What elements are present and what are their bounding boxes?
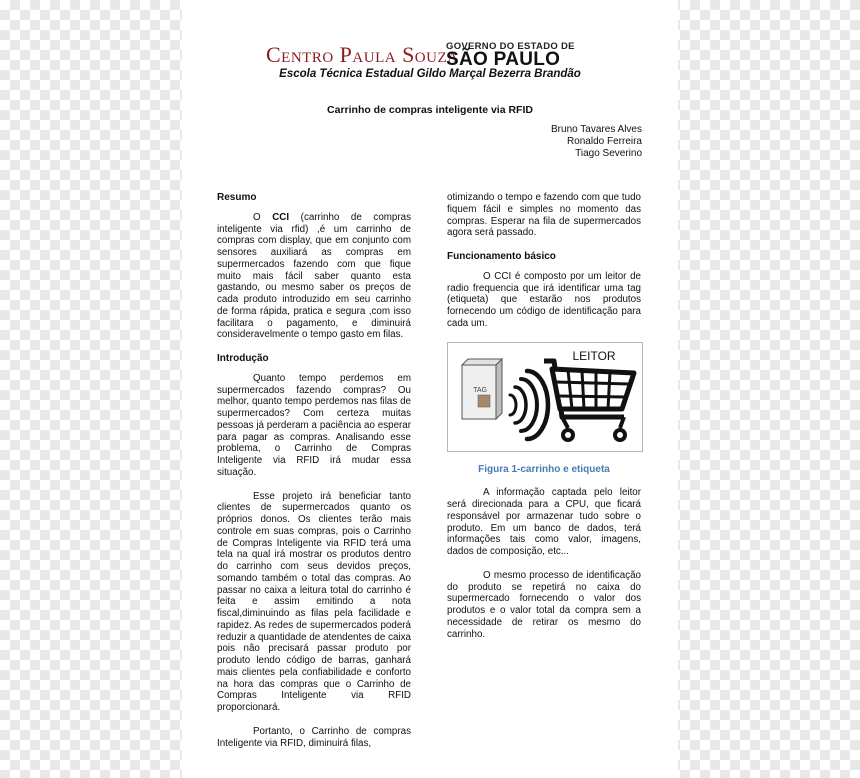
- author-name: Tiago Severino: [575, 148, 642, 159]
- figure-reader-label: LEITOR: [572, 348, 616, 363]
- cart-illustration: [448, 343, 642, 451]
- author-name: Ronaldo Ferreira: [566, 136, 642, 147]
- funcionamento-paragraph-2: A informação captada pelo leitor será direcionada para a CPU, que ficará responsável por armazenar tudo sobre o produto. Em um banco de dados, terá informações tais como valor, imagens, dados de composição, etc...: [447, 487, 641, 557]
- figure-tag-label: TAG: [473, 386, 487, 394]
- school-name: Escola Técnica Estadual Gildo Marçal Bezerra Brandão: [279, 68, 581, 80]
- introducao-paragraph-2: Esse projeto irá beneficiar tanto clientes de supermercados quanto os próprios donos. Os clientes terão mais controle em suas compras, pois o Carrinho de Compras Inteligente via RFID terá uma tela na qual irá mostrar os produtos dentro do carrinho com seus devidos preços, somando também o total das compras. Ao passar no caixa a leitura total do carrinho é feita e assim emitindo a nota fiscal,diminuindo as filas pela facilidade e rapidez. As redes de supermercados poderá reduzir a quantidade de atendentes de caixa pois não precisará passar produto por produto lendo código de barras, ganhará mais clientes pela confiabilidade e conforto na hora das compras que o Carrinho de Compras Inteligente via RFID proporcionará.: [217, 490, 411, 713]
- left-column: [217, 192, 411, 761]
- header-logos: [266, 40, 596, 70]
- document-page: [182, 0, 678, 778]
- figure-cart-and-tag: [447, 342, 643, 452]
- shopping-cart-icon: [544, 361, 634, 442]
- author-name: Bruno Tavares Alves: [551, 124, 642, 135]
- centro-paula-souza-logo: Centro Paula Souza: [266, 42, 459, 67]
- governo-sp-logo: [446, 40, 598, 70]
- introducao-paragraph-3-continued: otimizando o tempo e fazendo com que tudo fiquem fácil e simples no momento das compras. Esperar na fila de supermercados agora será passado.: [447, 192, 641, 239]
- governo-logo-line1: GOVERNO DO ESTADO DE: [446, 41, 575, 52]
- resumo-pre: O: [253, 211, 273, 223]
- right-column: [447, 192, 641, 652]
- introducao-paragraph-1: Quanto tempo perdemos em supermercados fazendo compras? Ou melhor, quanto tempo perdemos nas filas de supermercados? Com certeza muitas pessoas já perderam a paciência ao esperar para pagar as compras. Analisando esse problema, o Carrinho de Compras Inteligente via RFID irá mudar essa situação.: [217, 372, 411, 478]
- figure-caption: Figura 1-carrinho e etiqueta: [478, 463, 610, 475]
- document-title: Carrinho de compras inteligente via RFID: [327, 104, 533, 116]
- funcionamento-paragraph-3: O mesmo processo de identificação do produto se repetirá no caixa do supermercado fornecendo o valor dos produtos e o valor total da compra sem a necessidade de retirar os mesmo do carrinho.: [447, 569, 641, 640]
- radio-waves-icon: [510, 371, 548, 439]
- funcionamento-paragraph-1: O CCI é composto por um leitor de radio frequencia que irá identificar uma tag (etiqueta) que estarão nos produtos fornecendo um código de identificação para cada um.: [447, 270, 641, 329]
- section-heading-funcionamento: Funcionamento básico: [447, 251, 556, 262]
- section-heading-introducao: Introdução: [217, 353, 269, 364]
- introducao-paragraph-3-start: Portanto, o Carrinho de compras Inteligente via RFID, diminuirá filas,: [217, 725, 411, 749]
- governo-logo-line2: SÃO PAULO: [446, 49, 561, 70]
- cci-bold: CCI: [272, 211, 290, 223]
- authors-list: [551, 124, 642, 160]
- resumo-paragraph: [217, 212, 411, 341]
- resumo-body: (carrinho de compras inteligente via rfid) ,é um carrinho de compras com display, que em conjunto com sensores auxiliará as compras em supermercados fazendo com que fique muito mais fácil saber quanto esta gastando, ou mesmo saber os preços de cada produto introduzido em seu carrinho de forma rápida, pratica e segura ,com isso facilitara o pagamento, e diminuirá consideravelmente o tempo gasto em filas.: [217, 211, 411, 341]
- section-heading-resumo: Resumo: [217, 192, 257, 203]
